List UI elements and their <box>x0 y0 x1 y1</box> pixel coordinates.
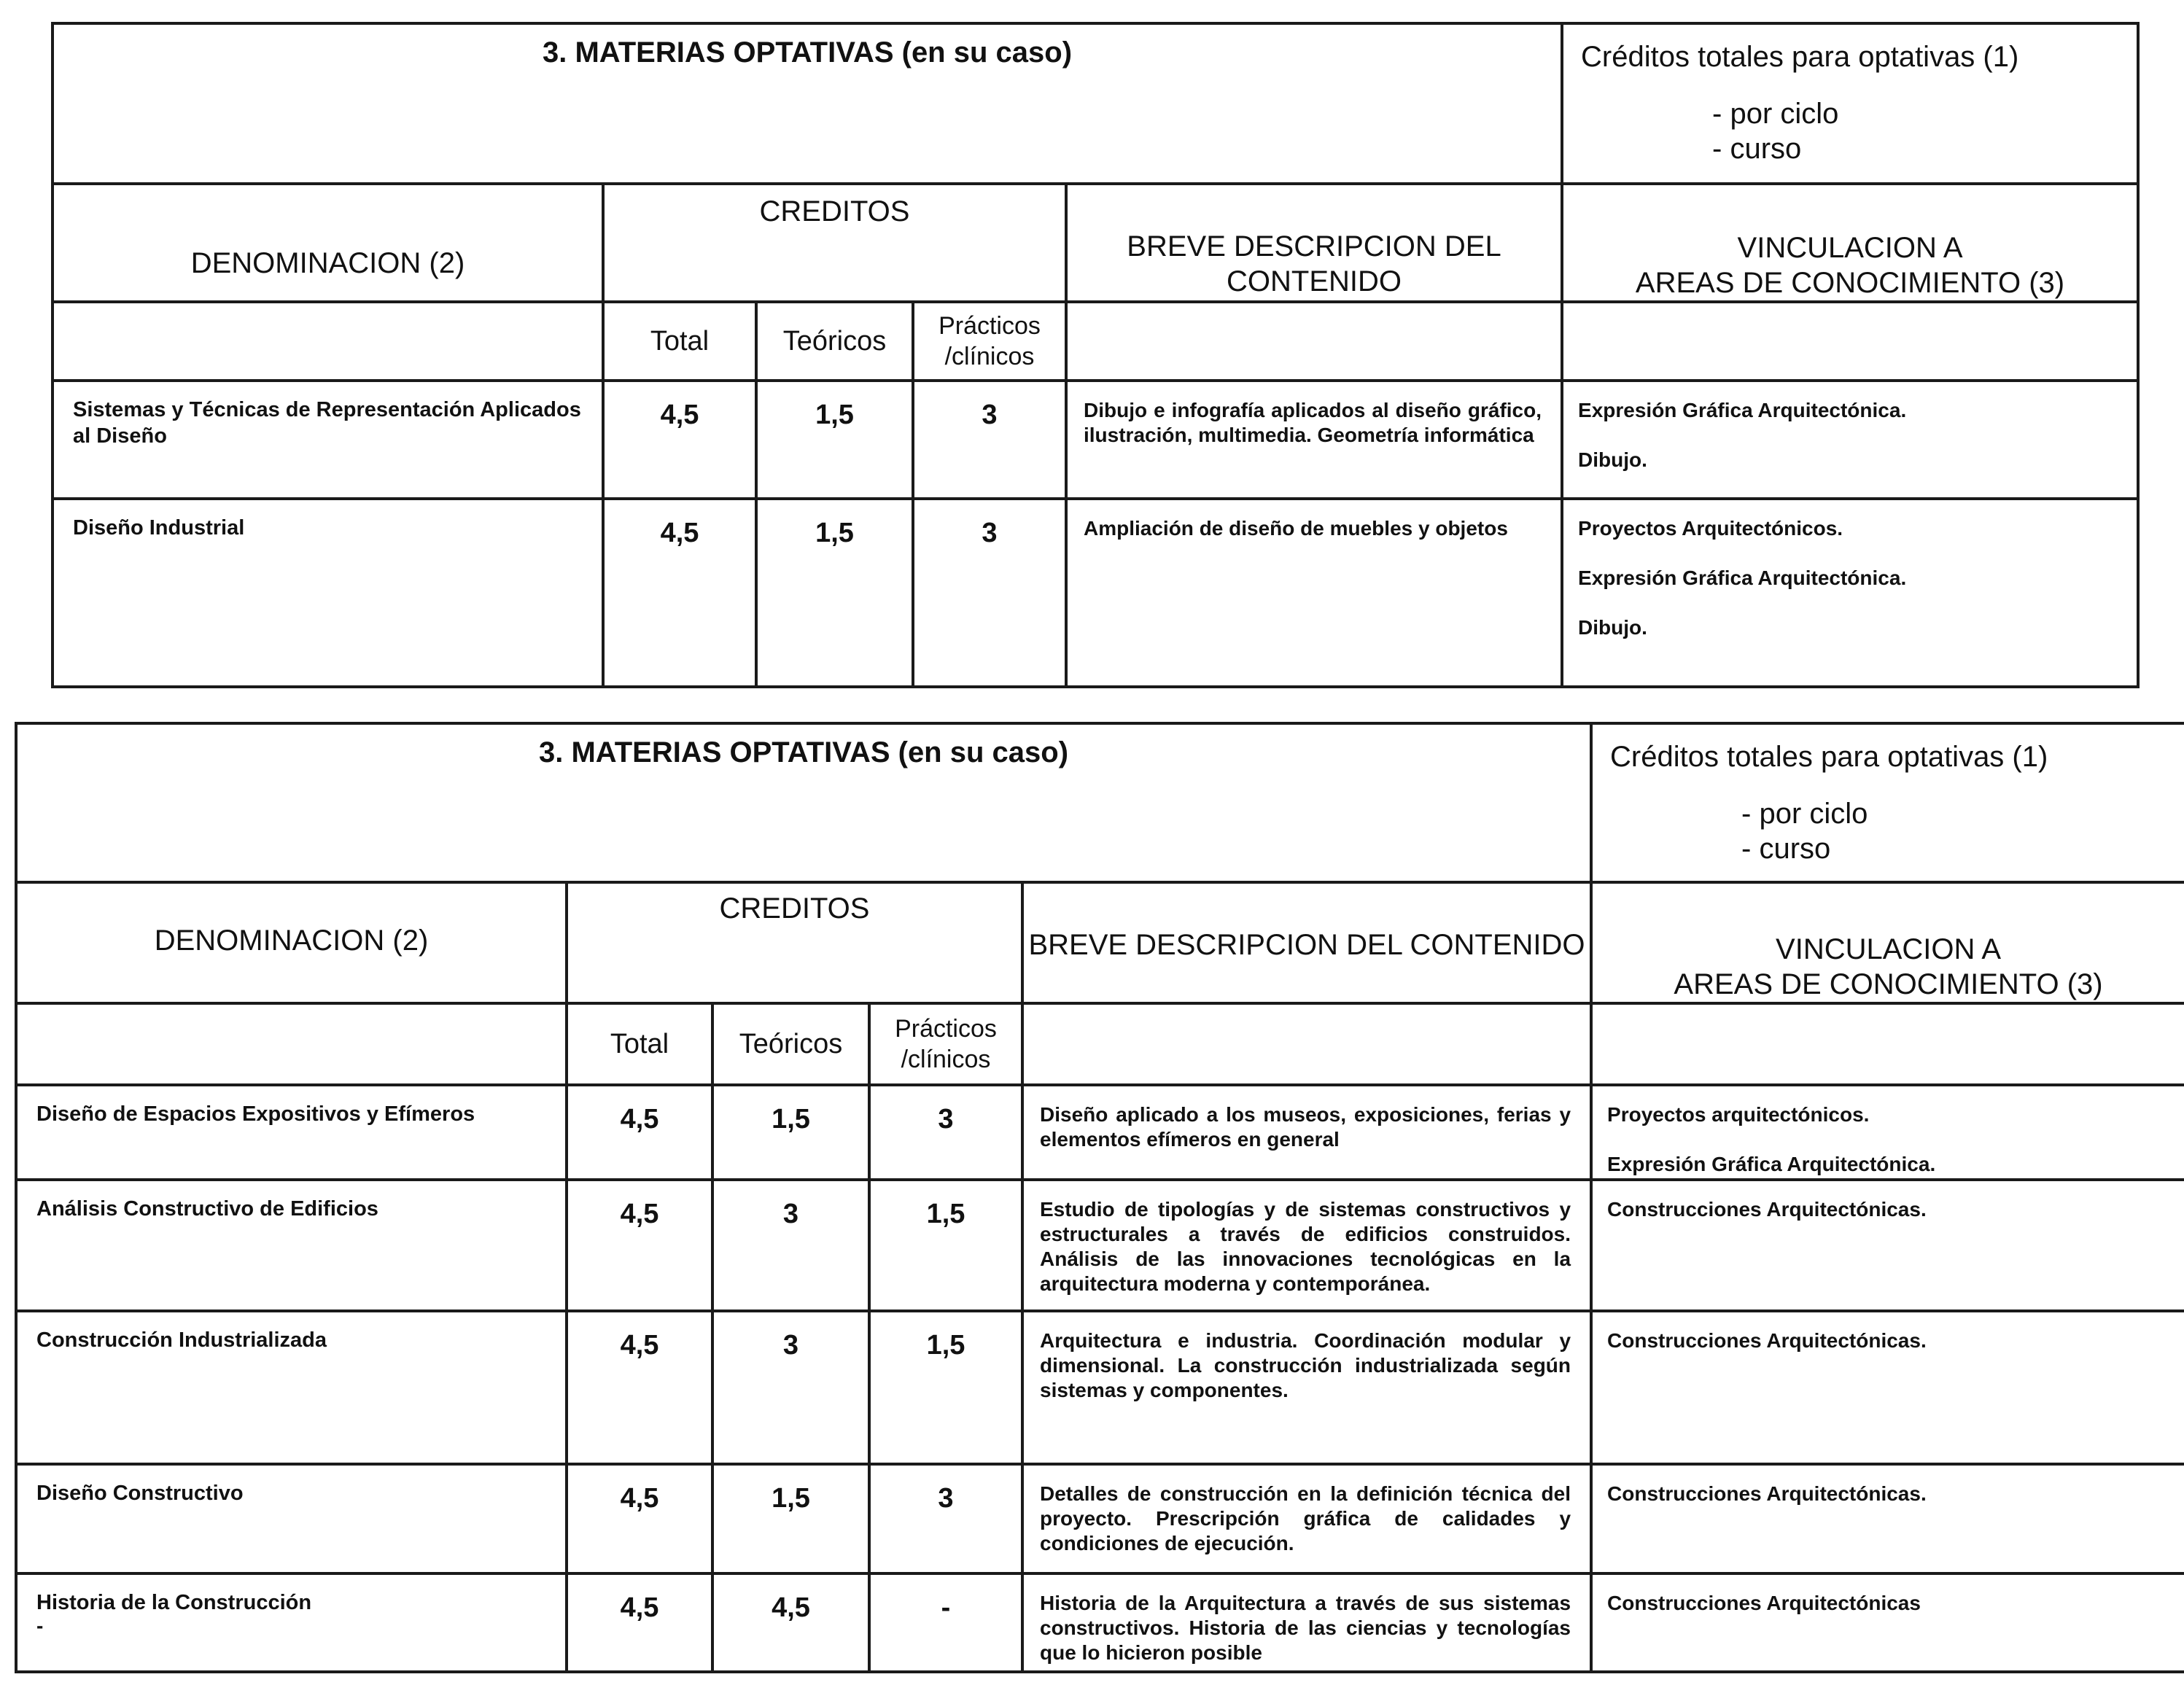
empty-cell <box>16 1003 567 1085</box>
creditos-totales-label: Créditos totales para optativas (1) <box>1581 41 2019 73</box>
por-ciclo-label: - por ciclo <box>1712 98 1839 130</box>
creditos-practicos: 1,5 <box>869 1180 1022 1311</box>
curso-label: - curso <box>1712 133 1802 165</box>
table-row <box>53 381 2138 499</box>
creditos-teoricos: 1,5 <box>756 381 913 499</box>
row-mark: - <box>36 1614 44 1637</box>
areas-conocimiento <box>1591 1311 2184 1464</box>
practicos-header: Prácticos /clínicos <box>869 1003 1022 1085</box>
areas-conocimiento <box>1562 499 2138 687</box>
table-row <box>16 1573 2184 1672</box>
area-item: Construcciones Arquitectónicas. <box>1607 1329 1927 1352</box>
creditos-teoricos: 3 <box>712 1180 869 1311</box>
asignatura-nombre: Diseño Constructivo <box>16 1464 567 1573</box>
area-item: Dibujo. <box>1578 448 1647 471</box>
creditos-total: 4,5 <box>567 1573 712 1672</box>
table-row <box>16 1180 2184 1311</box>
creditos-teoricos: 1,5 <box>712 1085 869 1180</box>
vinculacion-header <box>1591 882 2184 1003</box>
descripcion-header: BREVE DESCRIPCION DEL CONTENIDO <box>1066 184 1562 302</box>
vinculacion-header-line2: AREAS DE CONOCIMIENTO (3) <box>1635 267 2065 299</box>
areas-conocimiento <box>1591 1573 2184 1672</box>
empty-cell <box>1066 302 1562 381</box>
table-row <box>16 1311 2184 1464</box>
area-item: Expresión Gráfica Arquitectónica. <box>1578 567 1907 589</box>
creditos-teoricos: 3 <box>712 1311 869 1464</box>
vinculacion-header-line2: AREAS DE CONOCIMIENTO (3) <box>1674 968 2103 1000</box>
creditos-practicos: 3 <box>869 1464 1022 1573</box>
area-item: Construcciones Arquitectónicas. <box>1607 1482 1927 1505</box>
creditos-teoricos: 1,5 <box>756 499 913 687</box>
section-title: 3. MATERIAS OPTATIVAS (en su caso) <box>16 723 1591 882</box>
optativas-table-1 <box>51 22 2140 688</box>
por-ciclo-label: - por ciclo <box>1741 798 1868 830</box>
total-header: Total <box>603 302 756 381</box>
optativas-table-2 <box>15 722 2184 1673</box>
creditos-practicos: 1,5 <box>869 1311 1022 1464</box>
area-item: Proyectos Arquitectónicos. <box>1578 517 1843 540</box>
creditos-total: 4,5 <box>603 381 756 499</box>
creditos-practicos: 3 <box>913 499 1066 687</box>
asignatura-nombre: Análisis Constructivo de Edificios <box>16 1180 567 1311</box>
area-item: Dibujo. <box>1578 616 1647 639</box>
descripcion-contenido: Historia de la Arquitectura a través de sus sistemas constructivos. Historia de las ciencias y tecnologías que lo hicieron posible <box>1022 1573 1591 1672</box>
curso-label: - curso <box>1741 833 1831 865</box>
descripcion-contenido: Arquitectura e industria. Coordinación modular y dimensional. La construcción industrializada según sistemas y componentes. <box>1022 1311 1591 1464</box>
vinculacion-header-line1: VINCULACION A <box>1776 933 2001 965</box>
denominacion-header: DENOMINACION (2) <box>53 184 603 302</box>
descripcion-contenido: Estudio de tipologías y de sistemas constructivos y estructurales a través de edificios construidos. Análisis de las innovaciones tecnológicas en la arquitectura moderna y contemporánea. <box>1022 1180 1591 1311</box>
creditos-practicos: - <box>869 1573 1022 1672</box>
creditos-header: CREDITOS <box>603 184 1066 302</box>
table-row <box>16 1085 2184 1180</box>
empty-cell <box>1562 302 2138 381</box>
area-item: Proyectos arquitectónicos. <box>1607 1103 1870 1126</box>
total-header: Total <box>567 1003 712 1085</box>
creditos-total: 4,5 <box>567 1180 712 1311</box>
creditos-teoricos: 1,5 <box>712 1464 869 1573</box>
descripcion-contenido: Dibujo e infografía aplicados al diseño gráfico, ilustración, multimedia. Geometría informática <box>1066 381 1562 499</box>
descripcion-contenido: Ampliación de diseño de muebles y objetos <box>1066 499 1562 687</box>
creditos-total: 4,5 <box>603 499 756 687</box>
area-item: Expresión Gráfica Arquitectónica. <box>1578 399 1907 421</box>
creditos-total: 4,5 <box>567 1464 712 1573</box>
descripcion-contenido: Diseño aplicado a los museos, exposiciones, ferias y elementos efímeros en general <box>1022 1085 1591 1180</box>
denominacion-header: DENOMINACION (2) <box>16 882 567 1003</box>
area-item: Expresión Gráfica Arquitectónica. <box>1607 1153 1936 1175</box>
area-item: Construcciones Arquitectónicas. <box>1607 1198 1927 1221</box>
creditos-header: CREDITOS <box>567 882 1022 1003</box>
descripcion-header: BREVE DESCRIPCION DEL CONTENIDO <box>1022 882 1591 1003</box>
teoricos-header: Teóricos <box>756 302 913 381</box>
creditos-teoricos: 4,5 <box>712 1573 869 1672</box>
asignatura-nombre: Construcción Industrializada <box>16 1311 567 1464</box>
asignatura-nombre: Historia de la Construcción <box>36 1591 312 1614</box>
asignatura-nombre: Diseño de Espacios Expositivos y Efímeros <box>16 1085 567 1180</box>
areas-conocimiento <box>1591 1464 2184 1573</box>
vinculacion-header <box>1562 184 2138 302</box>
empty-cell <box>1022 1003 1591 1085</box>
creditos-total: 4,5 <box>567 1085 712 1180</box>
creditos-total: 4,5 <box>567 1311 712 1464</box>
asignatura-nombre-cell <box>16 1573 567 1672</box>
table-row <box>16 1464 2184 1573</box>
vinculacion-header-line1: VINCULACION A <box>1737 232 1963 264</box>
asignatura-nombre: Diseño Industrial <box>53 499 603 687</box>
creditos-practicos: 3 <box>869 1085 1022 1180</box>
creditos-totales-label: Créditos totales para optativas (1) <box>1610 741 2048 773</box>
areas-conocimiento <box>1591 1180 2184 1311</box>
creditos-totales-cell <box>1562 23 2138 184</box>
area-item: Construcciones Arquitectónicas <box>1607 1592 1921 1614</box>
teoricos-header: Teóricos <box>712 1003 869 1085</box>
practicos-header: Prácticos /clínicos <box>913 302 1066 381</box>
areas-conocimiento <box>1591 1085 2184 1180</box>
descripcion-contenido: Detalles de construcción en la definición técnica del proyecto. Prescripción gráfica de calidades y condiciones de ejecución. <box>1022 1464 1591 1573</box>
areas-conocimiento <box>1562 381 2138 499</box>
section-title: 3. MATERIAS OPTATIVAS (en su caso) <box>53 23 1562 184</box>
creditos-practicos: 3 <box>913 381 1066 499</box>
asignatura-nombre: Sistemas y Técnicas de Representación Aplicados al Diseño <box>53 381 603 499</box>
empty-cell <box>1591 1003 2184 1085</box>
creditos-totales-cell <box>1591 723 2184 882</box>
empty-cell <box>53 302 603 381</box>
table-row <box>53 499 2138 687</box>
